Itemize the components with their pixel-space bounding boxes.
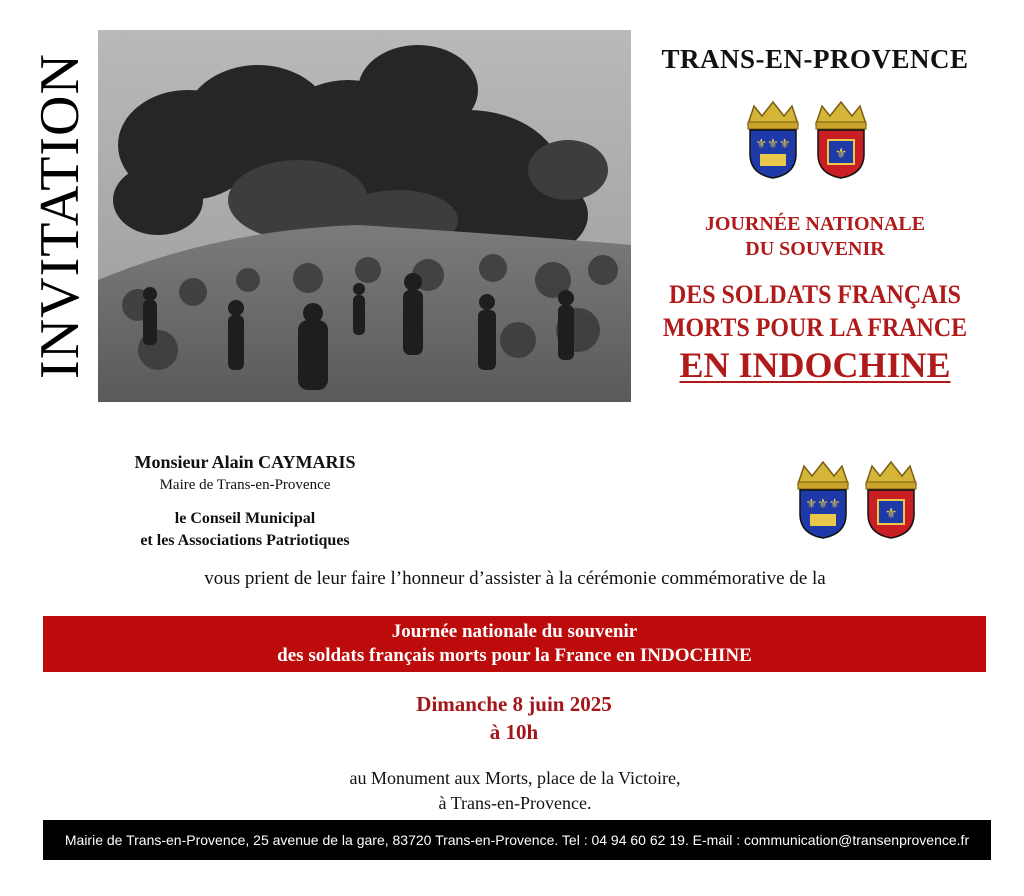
- subtitle-national-day: [640, 212, 990, 262]
- subtitle-indochine: EN INDOCHINE: [679, 345, 951, 385]
- invitation-vertical-title: [30, 40, 90, 392]
- coat-of-arms-red-icon: [860, 458, 922, 540]
- coat-of-arms-blue-icon: [742, 98, 804, 180]
- council-line-1: le Conseil Municipal: [174, 510, 316, 527]
- subtitle-line-1: JOURNÉE NATIONALE: [704, 213, 926, 235]
- svg-text:⚜: ⚜: [834, 146, 848, 162]
- mayor-title: Maire de Trans-en-Provence: [159, 477, 331, 493]
- council-line-2: et les Associations Patriotiques: [140, 532, 350, 549]
- invite-text: vous prient de leur faire l’honneur d’assister à la cérémonie commémorative de la: [204, 568, 826, 589]
- coat-of-arms-blue-icon: [792, 458, 854, 540]
- council-block: [100, 508, 390, 552]
- subtitle-line-3: DES SOLDATS FRANÇAIS: [669, 280, 961, 309]
- mayor-name: Monsieur Alain CAYMARIS: [134, 452, 356, 472]
- invitation-label: INVITATION: [29, 53, 91, 379]
- event-banner: [43, 616, 986, 672]
- subtitle-line-2: DU SOUVENIR: [745, 238, 885, 260]
- event-date: Dimanche 8 juin 2025: [416, 692, 612, 716]
- svg-text:⚜: ⚜: [884, 506, 898, 522]
- battlefield-photo: [98, 30, 631, 402]
- event-location: [0, 766, 1024, 816]
- banner-line-1: Journée nationale du souvenir: [391, 621, 638, 642]
- svg-text:⚜⚜⚜: ⚜⚜⚜: [755, 137, 791, 152]
- location-line-2: à Trans-en-Provence.: [438, 793, 592, 813]
- coat-of-arms-red-icon: [810, 98, 872, 180]
- event-datetime: [0, 690, 1024, 746]
- crests-top: [742, 98, 872, 180]
- crests-middle: [792, 458, 922, 540]
- town-name: TRANS-EN-PROVENCE: [661, 44, 969, 74]
- event-time: à 10h: [489, 720, 539, 744]
- footer-contact: Mairie de Trans-en-Provence, 25 avenue de la gare, 83720 Trans-en-Provence. Tel : 04 94 60 62 19. E-mail : communication@transenprovence.fr: [43, 820, 991, 860]
- svg-text:⚜⚜⚜: ⚜⚜⚜: [805, 497, 841, 512]
- subtitle-line-4: MORTS POUR LA FRANCE: [662, 313, 968, 342]
- location-line-1: au Monument aux Morts, place de la Victoire,: [349, 768, 681, 788]
- subtitle-soldiers: [654, 278, 976, 344]
- banner-line-2: des soldats français morts pour la France en INDOCHINE: [277, 645, 752, 666]
- hosts-block: [100, 452, 390, 552]
